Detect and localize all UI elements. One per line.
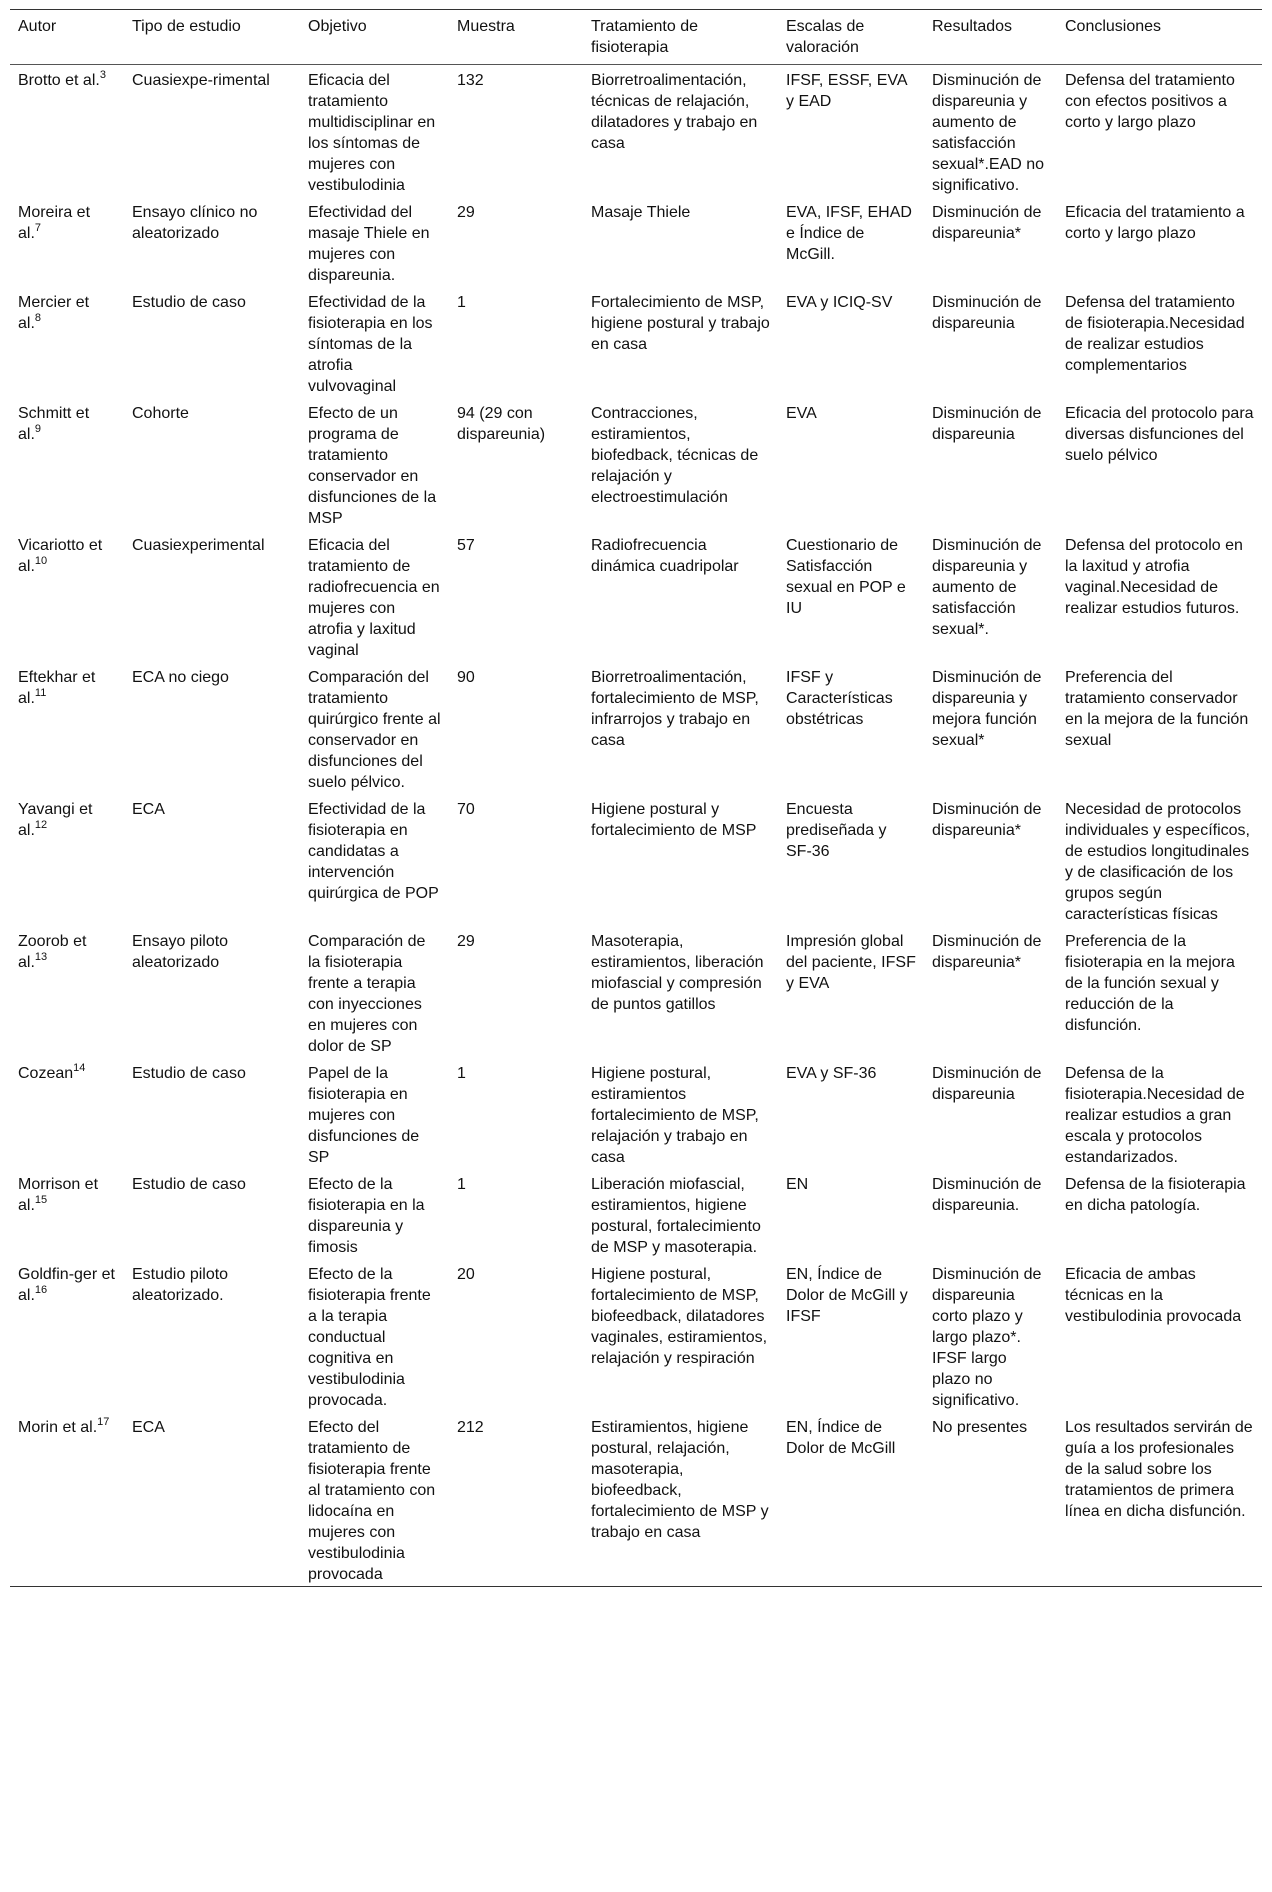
cell-tipo: ECA bbox=[132, 1419, 165, 1436]
reference-number: 13 bbox=[34, 950, 48, 963]
cell-resultados: Disminución de dispareunia y mejora función sexual* bbox=[932, 669, 1042, 749]
cell-resultados: Disminución de dispareunia* bbox=[932, 801, 1042, 839]
cell-tratamiento: Masoterapia, estiramientos, liberación miofascial y compresión de puntos gatillos bbox=[591, 933, 764, 1013]
cell-tipo: Cuasiexperimental bbox=[132, 537, 265, 554]
cell-resultados: Disminución de dispareunia* bbox=[932, 204, 1042, 242]
cell-conclusiones: Defensa del tratamiento de fisioterapia.Necesidad de realizar estudios complementarios bbox=[1065, 294, 1245, 374]
cell-autor bbox=[10, 65, 124, 198]
header-tratamiento: Tratamiento de fisioterapia bbox=[591, 18, 699, 56]
cell-muestra: 1 bbox=[457, 1176, 466, 1193]
cell-resultados: Disminución de dispareunia bbox=[932, 294, 1042, 332]
cell-resultados: Disminución de dispareunia y aumento de satisfacción sexual*. bbox=[932, 537, 1042, 638]
cell-tipo: Estudio de caso bbox=[132, 1176, 246, 1193]
reference-number: 3 bbox=[99, 68, 106, 81]
cell-objetivo: Eficacia del tratamiento multidisciplinar en los síntomas de mujeres con vestibulodinia bbox=[308, 72, 436, 194]
cell-tipo: ECA bbox=[132, 801, 165, 818]
cell-escalas: Impresión global del paciente, IFSF y EVA bbox=[786, 933, 916, 992]
cell-conclusiones: Preferencia del tratamiento conservador en la mejora de la función sexual bbox=[1065, 669, 1249, 749]
author-name: Eftekhar et al. bbox=[18, 669, 96, 707]
cell-autor bbox=[10, 1058, 124, 1169]
cell-autor bbox=[10, 1259, 124, 1412]
cell-escalas: EVA y ICIQ-SV bbox=[786, 294, 893, 311]
cell-autor bbox=[10, 662, 124, 794]
reference-number: 16 bbox=[34, 1283, 48, 1296]
table-row bbox=[10, 197, 1262, 287]
table-header bbox=[10, 10, 1262, 65]
header-escalas: Escalas de valoración bbox=[786, 18, 865, 56]
cell-tipo: Ensayo piloto aleatorizado bbox=[132, 933, 229, 971]
cell-tratamiento: Fortalecimiento de MSP, higiene postural y trabajo en casa bbox=[591, 294, 770, 353]
cell-autor bbox=[10, 287, 124, 398]
cell-conclusiones: Defensa del tratamiento con efectos positivos a corto y largo plazo bbox=[1065, 72, 1235, 131]
author-name: Schmitt et al. bbox=[18, 405, 90, 443]
cell-objetivo: Efecto de un programa de tratamiento conservador en disfunciones de la MSP bbox=[308, 405, 437, 527]
studies-table bbox=[10, 9, 1262, 1587]
cell-resultados: Disminución de dispareunia. bbox=[932, 1176, 1042, 1214]
table-row bbox=[10, 287, 1262, 398]
reference-number: 17 bbox=[97, 1415, 110, 1428]
cell-objetivo: Efectividad de la fisioterapia en los síntomas de la atrofia vulvovaginal bbox=[308, 294, 433, 395]
cell-autor bbox=[10, 926, 124, 1058]
cell-tipo: Estudio de caso bbox=[132, 294, 246, 311]
cell-conclusiones: Necesidad de protocolos individuales y específicos, de estudios longitudinales y de clasificación de los grupos según características físicas bbox=[1065, 801, 1250, 923]
author-name: Morrison et al. bbox=[18, 1176, 99, 1214]
header-row bbox=[10, 10, 1262, 65]
author-name: Brotto et al. bbox=[18, 72, 100, 89]
cell-escalas: Cuestionario de Satisfacción sexual en POP e IU bbox=[786, 537, 906, 617]
reference-number: 12 bbox=[34, 818, 48, 831]
table-row bbox=[10, 926, 1262, 1058]
header-conclusiones: Conclusiones bbox=[1065, 18, 1162, 35]
cell-tratamiento: Masaje Thiele bbox=[591, 204, 691, 221]
cell-escalas: EN, Índice de Dolor de McGill bbox=[786, 1419, 896, 1457]
cell-resultados: Disminución de dispareunia corto plazo y largo plazo*. IFSF largo plazo no significativo. bbox=[932, 1266, 1042, 1409]
cell-tipo: ECA no ciego bbox=[132, 669, 229, 686]
cell-resultados: No presentes bbox=[932, 1419, 1028, 1436]
cell-muestra: 57 bbox=[457, 537, 475, 554]
cell-resultados: Disminución de dispareunia bbox=[932, 405, 1042, 443]
cell-muestra: 29 bbox=[457, 933, 475, 950]
table-row bbox=[10, 1169, 1262, 1259]
cell-autor bbox=[10, 530, 124, 662]
cell-muestra: 212 bbox=[457, 1419, 484, 1436]
table-row bbox=[10, 794, 1262, 926]
cell-objetivo: Efecto del tratamiento de fisioterapia frente al tratamiento con lidocaína en mujeres con vestibulodinia provocada bbox=[308, 1419, 436, 1583]
cell-escalas: IFSF, ESSF, EVA y EAD bbox=[786, 72, 907, 110]
cell-tratamiento: Higiene postural y fortalecimiento de MSP bbox=[591, 801, 757, 839]
header-tipo: Tipo de estudio bbox=[132, 18, 241, 35]
table-row bbox=[10, 1259, 1262, 1412]
cell-conclusiones: Defensa de la fisioterapia.Necesidad de realizar estudios a gran escala y protocolos estandarizados. bbox=[1065, 1065, 1245, 1166]
cell-conclusiones: Defensa de la fisioterapia en dicha patología. bbox=[1065, 1176, 1246, 1214]
cell-escalas: IFSF y Características obstétricas bbox=[786, 669, 893, 728]
cell-tipo: Cuasiexpe-rimental bbox=[132, 72, 270, 89]
cell-conclusiones: Los resultados servirán de guía a los profesionales de la salud sobre los tratamientos de primera línea en dicha disfunción. bbox=[1065, 1419, 1253, 1520]
cell-muestra: 132 bbox=[457, 72, 484, 89]
cell-tipo: Ensayo clínico no aleatorizado bbox=[132, 204, 258, 242]
cell-muestra: 94 (29 con dispareunia) bbox=[457, 405, 546, 443]
author-name: Yavangi et al. bbox=[18, 801, 93, 839]
author-name: Morin et al. bbox=[18, 1419, 98, 1436]
reference-number: 11 bbox=[34, 686, 47, 699]
cell-resultados: Disminución de dispareunia y aumento de satisfacción sexual*.EAD no significativo. bbox=[932, 72, 1045, 194]
table-row bbox=[10, 1412, 1262, 1587]
table-row bbox=[10, 398, 1262, 530]
cell-objetivo: Papel de la fisioterapia en mujeres con disfunciones de SP bbox=[308, 1065, 420, 1166]
table-row bbox=[10, 662, 1262, 794]
cell-resultados: Disminución de dispareunia* bbox=[932, 933, 1042, 971]
cell-tratamiento: Radiofrecuencia dinámica cuadripolar bbox=[591, 537, 739, 575]
cell-tratamiento: Contracciones, estiramientos, biofedback, técnicas de relajación y electroestimulación bbox=[591, 405, 759, 506]
cell-resultados: Disminución de dispareunia bbox=[932, 1065, 1042, 1103]
cell-objetivo: Comparación de la fisioterapia frente a terapia con inyecciones en mujeres con dolor de SP bbox=[308, 933, 426, 1055]
reference-number: 9 bbox=[34, 422, 42, 435]
cell-objetivo: Eficacia del tratamiento de radiofrecuencia en mujeres con atrofia y laxitud vaginal bbox=[308, 537, 440, 659]
cell-tratamiento: Liberación miofascial, estiramientos, higiene postural, fortalecimiento de MSP y masoterapia. bbox=[591, 1176, 761, 1256]
cell-tipo: Cohorte bbox=[132, 405, 189, 422]
author-name: Cozean bbox=[18, 1065, 74, 1082]
cell-objetivo: Efecto de la fisioterapia en la dispareunia y fimosis bbox=[308, 1176, 425, 1256]
cell-tratamiento: Higiene postural, fortalecimiento de MSP, biofeedback, dilatadores vaginales, estiramientos, relajación y respiración bbox=[591, 1266, 768, 1367]
cell-escalas: EVA, IFSF, EHAD e Índice de McGill. bbox=[786, 204, 912, 263]
cell-autor bbox=[10, 1169, 124, 1259]
cell-autor bbox=[10, 398, 124, 530]
table-row bbox=[10, 65, 1262, 198]
cell-tratamiento: Higiene postural, estiramientos fortalecimiento de MSP, relajación y trabajo en casa bbox=[591, 1065, 759, 1166]
reference-number: 15 bbox=[34, 1193, 48, 1206]
cell-conclusiones: Preferencia de la fisioterapia en la mejora de la función sexual y reducción de la disfunción. bbox=[1065, 933, 1235, 1034]
cell-escalas: EN bbox=[786, 1176, 809, 1193]
cell-tipo: Estudio de caso bbox=[132, 1065, 246, 1082]
cell-conclusiones: Defensa del protocolo en la laxitud y atrofia vaginal.Necesidad de realizar estudios futuros. bbox=[1065, 537, 1243, 617]
cell-conclusiones: Eficacia del protocolo para diversas disfunciones del suelo pélvico bbox=[1065, 405, 1254, 464]
cell-muestra: 1 bbox=[457, 294, 466, 311]
header-autor: Autor bbox=[18, 18, 57, 35]
author-name: Zoorob et al. bbox=[18, 933, 87, 971]
cell-autor bbox=[10, 794, 124, 926]
cell-escalas: EVA y SF-36 bbox=[786, 1065, 877, 1082]
cell-objetivo: Efectividad del masaje Thiele en mujeres con dispareunia. bbox=[308, 204, 430, 284]
header-objetivo: Objetivo bbox=[308, 18, 367, 35]
table-row bbox=[10, 1058, 1262, 1169]
header-muestra: Muestra bbox=[457, 18, 515, 35]
cell-muestra: 20 bbox=[457, 1266, 475, 1283]
reference-number: 7 bbox=[34, 221, 42, 234]
cell-conclusiones: Eficacia de ambas técnicas en la vestibulodinia provocada bbox=[1065, 1266, 1242, 1325]
cell-escalas: Encuesta prediseñada y SF-36 bbox=[786, 801, 887, 860]
cell-autor bbox=[10, 1412, 124, 1587]
cell-autor bbox=[10, 197, 124, 287]
table-row bbox=[10, 530, 1262, 662]
cell-tratamiento: Biorretroalimentación, técnicas de relajación, dilatadores y trabajo en casa bbox=[591, 72, 758, 152]
cell-escalas: EVA bbox=[786, 405, 817, 422]
cell-conclusiones: Eficacia del tratamiento a corto y largo plazo bbox=[1065, 204, 1245, 242]
reference-number: 10 bbox=[34, 554, 48, 567]
cell-tipo: Estudio piloto aleatorizado. bbox=[132, 1266, 229, 1304]
cell-escalas: EN, Índice de Dolor de McGill y IFSF bbox=[786, 1266, 908, 1325]
cell-muestra: 70 bbox=[457, 801, 475, 818]
cell-muestra: 29 bbox=[457, 204, 475, 221]
cell-objetivo: Comparación del tratamiento quirúrgico frente al conservador en disfunciones del suelo pélvico. bbox=[308, 669, 441, 791]
cell-objetivo: Efectividad de la fisioterapia en candidatas a intervención quirúrgica de POP bbox=[308, 801, 439, 902]
cell-tratamiento: Biorretroalimentación, fortalecimiento de MSP, infrarrojos y trabajo en casa bbox=[591, 669, 759, 749]
table-body bbox=[10, 65, 1262, 1587]
cell-objetivo: Efecto de la fisioterapia frente a la terapia conductual cognitiva en vestibulodinia provocada. bbox=[308, 1266, 431, 1409]
cell-muestra: 1 bbox=[457, 1065, 466, 1082]
cell-muestra: 90 bbox=[457, 669, 475, 686]
header-resultados: Resultados bbox=[932, 18, 1013, 35]
author-name: Vicariotto et al. bbox=[18, 537, 103, 575]
author-name: Goldfin-ger et al. bbox=[18, 1266, 115, 1304]
cell-tratamiento: Estiramientos, higiene postural, relajación, masoterapia, biofeedback, fortalecimiento de MSP y trabajo en casa bbox=[591, 1419, 769, 1541]
author-name: Mercier et al. bbox=[18, 294, 90, 332]
reference-number: 8 bbox=[34, 311, 42, 324]
author-name: Moreira et al. bbox=[18, 204, 91, 242]
reference-number: 14 bbox=[73, 1061, 86, 1074]
